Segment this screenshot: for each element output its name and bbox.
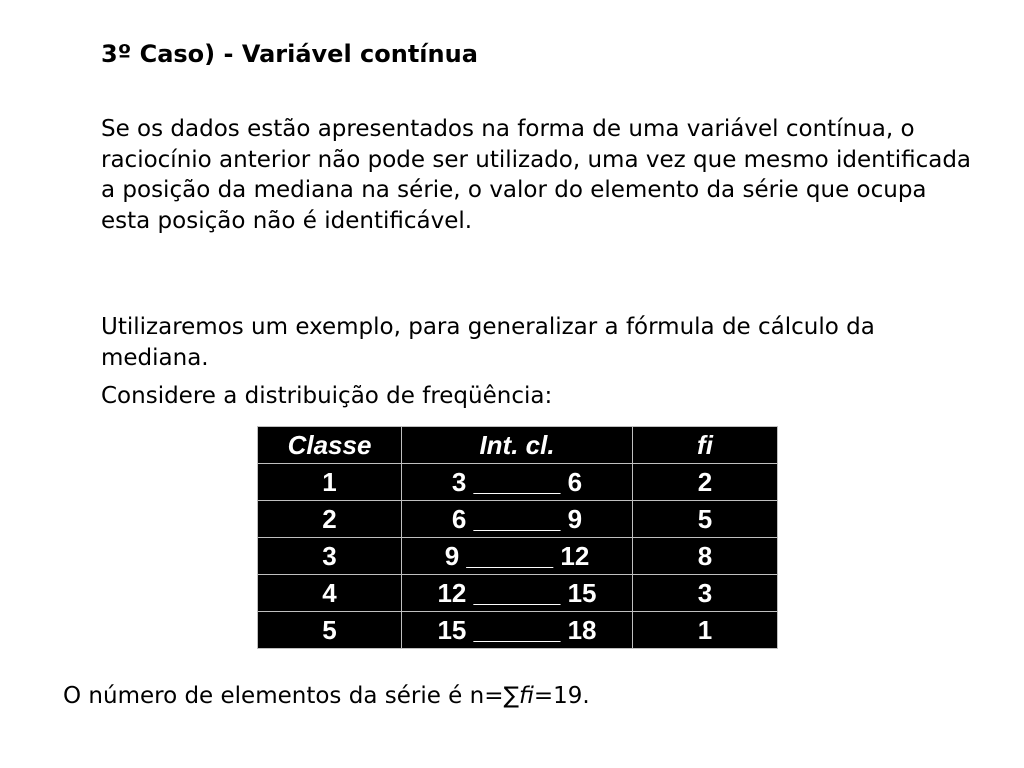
cell-interval: 15 ______ 18 bbox=[402, 612, 633, 649]
cell-class: 1 bbox=[258, 464, 402, 501]
cell-class: 5 bbox=[258, 612, 402, 649]
footer-prefix: O número de elementos da série é n=∑ bbox=[63, 683, 519, 709]
distribution-intro: Considere a distribuição de freqüência: bbox=[101, 383, 553, 409]
example-paragraph: Utilizaremos um exemplo, para generalizar a fórmula de cálculo da mediana. bbox=[101, 314, 875, 371]
cell-interval: 12 ______ 15 bbox=[402, 575, 633, 612]
cell-frequency: 1 bbox=[633, 612, 778, 649]
section-heading: 3º Caso) - Variável contínua bbox=[101, 40, 478, 68]
cell-class: 2 bbox=[258, 501, 402, 538]
table-row bbox=[258, 464, 778, 501]
table-row bbox=[258, 501, 778, 538]
header-frequency: fi bbox=[633, 427, 778, 464]
table-row bbox=[258, 538, 778, 575]
cell-frequency: 2 bbox=[633, 464, 778, 501]
cell-class: 4 bbox=[258, 575, 402, 612]
cell-interval: 3 ______ 6 bbox=[402, 464, 633, 501]
table-row bbox=[258, 612, 778, 649]
footer-suffix: =19. bbox=[533, 683, 590, 709]
element-count-text bbox=[63, 680, 590, 712]
frequency-table bbox=[257, 426, 778, 649]
cell-frequency: 5 bbox=[633, 501, 778, 538]
footer-fi-italic: fi bbox=[518, 683, 534, 709]
cell-interval: 9 ______ 12 bbox=[402, 538, 633, 575]
table-row bbox=[258, 575, 778, 612]
table-header-row bbox=[258, 427, 778, 464]
cell-interval: 6 ______ 9 bbox=[402, 501, 633, 538]
cell-frequency: 8 bbox=[633, 538, 778, 575]
header-interval: Int. cl. bbox=[402, 427, 633, 464]
cell-frequency: 3 bbox=[633, 575, 778, 612]
intro-paragraph: Se os dados estão apresentados na forma de uma variável contínua, o raciocínio anterior não pode ser utilizado, uma vez que mesmo identificada a posição da mediana na série, o valor do elemento da série que ocupa esta posição não é identificável. bbox=[101, 116, 972, 234]
header-classe: Classe bbox=[258, 427, 402, 464]
cell-class: 3 bbox=[258, 538, 402, 575]
